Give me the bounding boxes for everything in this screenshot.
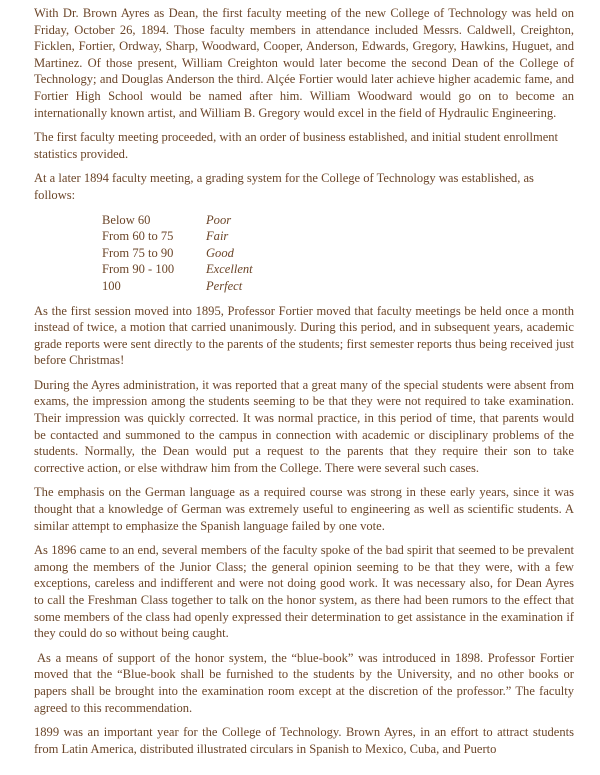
paragraph-1899: 1899 was an important year for the College of Technology. Brown Ayres, in an effort to attract students from Latin America, distributed illustrated circulars in Spanish to Mexico, Cuba, and Puerto	[34, 725, 574, 756]
paragraph-1895-session: As the first session moved into 1895, Professor Fortier moved that faculty meetings be held once a month instead of twice, a motion that carried unanimously. During this period, and in subsequent years, academic grade reports were sent directly to the parents of the students; first semester reports thus being received just before Christmas!	[34, 303, 574, 368]
paragraph-blue-book: As a means of support of the honor system, the “blue-book” was introduced in 1898. Professor Fortier moved that the “Blue-book shall be furnished to the students by the University, and no other books or papers shall be brought into the examination room except at the discretion of the professor.” The faculty agreed to this recommendation.	[34, 650, 574, 715]
paragraph-first-faculty-meeting: With Dr. Brown Ayres as Dean, the first faculty meeting of the new College of Technology was held on Friday, October 26, 1894. Those faculty members in attendance included Messrs. Caldwell, Creighton, Ficklen, Fortier, Ordway, Sharp, Woodward, Cooper, Anderson, Edwards, Gregory, Hawkins, Huguet, and Martinez. Of those present, William Creighton would later become the second Dean of the College of Technology; and Douglas Anderson the third. Alçée Fortier would later achieve higher academic fame, and Fortier High School would be named after him. William Woodward would go on to become an internationally known artist, and William B. Gregory would excel in the field of Hydraulic Engineering.	[34, 6, 574, 120]
paragraph-1896-junior-class: As 1896 came to an end, several members of the faculty spoke of the bad spirit that seemed to be prevalent among the members of the Junior Class; the general opinion seeming to be that they were, with a few exceptions, careless and indifferent and were not doing good work. It was necessary also, for Dean Ayres to call the Freshman Class together to talk on the honor system, as there had been rumors to the effect that some members of the class had openly expressed their determination to get assistance in the examination if they could do so without being caught.	[34, 543, 574, 641]
grade-range: From 90 - 100	[102, 262, 175, 277]
grade-mark: Good	[206, 245, 234, 260]
paragraph-grading-system-intro: At a later 1894 faculty meeting, a grading system for the College of Technology was established, as follows:	[34, 171, 534, 202]
grading-scale-row	[102, 261, 253, 278]
grade-mark: Fair	[206, 229, 229, 244]
grading-scale-row	[102, 212, 253, 229]
grading-scale-row	[102, 245, 253, 262]
grade-mark: Poor	[206, 212, 232, 227]
document-page	[34, 5, 574, 765]
grade-range: 100	[102, 278, 121, 293]
grade-range: Below 60	[102, 212, 151, 227]
paragraph-german-language: The emphasis on the German language as a required course was strong in these early years, since it was thought that a knowledge of German was extremely useful to engineering as well as scientific students. A similar attempt to emphasize the Spanish language failed by one vote.	[34, 485, 574, 533]
grading-scale-table	[102, 212, 253, 295]
grade-mark: Excellent	[206, 262, 253, 277]
paragraph-ayres-administration: During the Ayres administration, it was reported that a great many of the special students were absent from exams, the impression among the students seeming to be that they were not required to take examination. Their impression was quickly corrected. It was normal practice, in this period of time, that parents would be contacted and summoned to the campus in connection with academic or disciplinary problems of the students. Normally, the Dean would put a request to the parents that they require their son to take corrective action, or else withdraw him from the College. There were several such cases.	[34, 377, 574, 475]
grade-mark: Perfect	[206, 278, 243, 293]
grading-scale-row	[102, 228, 253, 245]
grading-scale-row	[102, 278, 253, 295]
grade-range: From 60 to 75	[102, 229, 174, 244]
grade-range: From 75 to 90	[102, 245, 174, 260]
paragraph-order-of-business: The first faculty meeting proceeded, with an order of business established, and initial student enrollment statistics provided.	[34, 130, 559, 161]
